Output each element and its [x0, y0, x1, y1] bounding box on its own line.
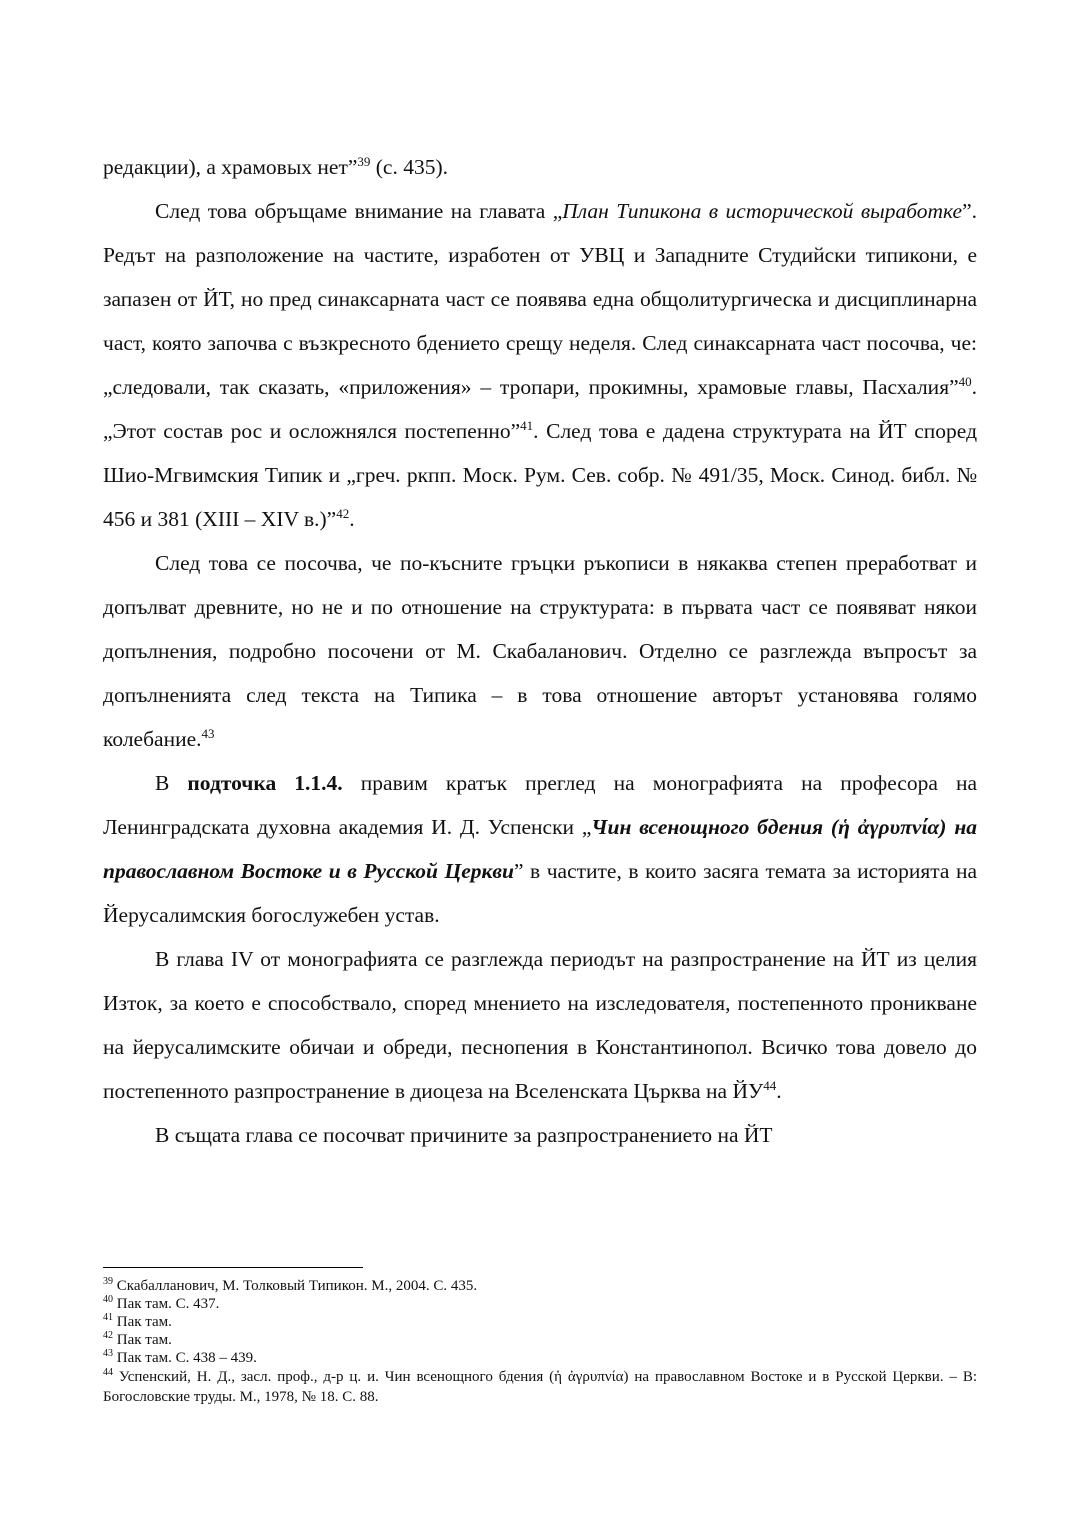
- text-run: правим кратък преглед на монографията на професора на Ленинградската духовна академия И. Д. Успенски „: [103, 771, 977, 839]
- paragraph: [103, 541, 977, 761]
- bold-text: подточка 1.1.4.: [187, 771, 343, 795]
- bold-italic-title: Чин всенощного бдения (ἡ ἀγρυπνία) на православном Востоке и в Русской Церкви: [103, 815, 977, 883]
- text-run: . След това е дадена структурата на ЙТ според Шио-Мгвимския Типик и „греч. ркпп. Моск. Рум. Сев. собр. № 491/35, Моск. Синод. библ. № 456 и 381 (XIII – XIV в.)”: [103, 419, 978, 531]
- footnote-text: Пак там.: [116, 1314, 172, 1330]
- footnote-number: 41: [103, 1312, 113, 1323]
- footnote-number: 44: [103, 1367, 113, 1378]
- text-run: След това се посочва, че по-късните гръцки ръкописи в някаква степен преработват и допълват древните, но не и по отношение на структурата: в първата част се появяват някои допълнения, подробно посочени от М. Скабаланович. Отделно се разглежда въпросът за допълненията след текста на Типика – в това отношение авторът установява голямо колебание.: [103, 551, 977, 751]
- footnote-text: Скабалланович, М. Толковый Типикон. М., 2004. С. 435.: [116, 1278, 478, 1294]
- text-run: редакции), а храмовых нет”: [103, 155, 358, 179]
- footnote-reference: 42: [336, 505, 350, 521]
- footnote-separator: [103, 1267, 363, 1268]
- footnote-text: Пак там.: [116, 1332, 172, 1348]
- text-run: В глава IV от монографията се разглежда периодът на разпространение на ЙТ из целия Изток, за което е способствало, според мнението на изследователя, постепенното проникване на йерусалимските обичаи и обреди, песнопения в Константинопол. Всичко това довело до постепенното разпространение в диоцеза на Вселенската Църква на ЙУ: [103, 947, 977, 1103]
- footnote-reference: 39: [357, 153, 371, 169]
- text-run: .: [776, 1079, 782, 1103]
- paragraph: [103, 145, 977, 189]
- footnote-text: Пак там. С. 438 – 439.: [116, 1350, 257, 1366]
- body-text: [103, 145, 977, 1157]
- footnote: [103, 1295, 977, 1313]
- paragraph: [103, 189, 977, 541]
- text-run: .: [349, 507, 355, 531]
- text-run: . „Этот состав рос и осложнялся постепенно”: [103, 375, 977, 443]
- footnote: [103, 1367, 977, 1407]
- text-run: В: [155, 771, 188, 795]
- paragraph: [103, 761, 977, 937]
- footnote-number: 43: [103, 1348, 113, 1359]
- footnote: [103, 1349, 977, 1367]
- footnote-reference: 44: [763, 1077, 777, 1093]
- text-run: ”. Редът на разположение на частите, изработен от УВЦ и Западните Студийски типикони, е запазен от ЙТ, но пред синаксарната част се появява една общолитургическа и дисциплинарна част, която започва с възкресното бдението срещу неделя. След синаксарната част посочва, че: „следовали, так сказать, «приложения» – тропари, прокимны, храмовые главы, Пасхалия”: [103, 199, 977, 399]
- paragraph: [103, 937, 977, 1113]
- text-run: След това обръщаме внимание на главата „: [155, 199, 563, 223]
- text-run: (с. 435).: [370, 155, 449, 179]
- footnote-reference: 43: [201, 725, 215, 741]
- footnote: [103, 1331, 977, 1349]
- footnote-number: 40: [103, 1294, 113, 1305]
- footnotes: [103, 1277, 977, 1407]
- footnote-text: Успенский, Н. Д., засл. проф., д-р ц. и. Чин всенощного бдения (ἡ ἀγρυπνία) на православном Востоке и в Русской Церкви. – В: Богословские труды. М., 1978, № 18. С. 88.: [103, 1369, 978, 1405]
- italic-title: План Типикона в исторической выработке: [562, 199, 963, 223]
- footnote-reference: 40: [958, 373, 972, 389]
- footnote: [103, 1277, 977, 1295]
- footnote-reference: 41: [520, 417, 534, 433]
- footnote-number: 39: [103, 1276, 113, 1287]
- footnote-number: 42: [103, 1330, 113, 1341]
- paragraph: [103, 1113, 977, 1157]
- footnote: [103, 1313, 977, 1331]
- text-run: ” в частите, в които засяга темата за историята на Йерусалимския богослужебен устав.: [103, 859, 978, 927]
- text-run: В същата глава се посочват причините за разпространението на ЙТ: [155, 1123, 773, 1147]
- footnote-text: Пак там. С. 437.: [116, 1296, 220, 1312]
